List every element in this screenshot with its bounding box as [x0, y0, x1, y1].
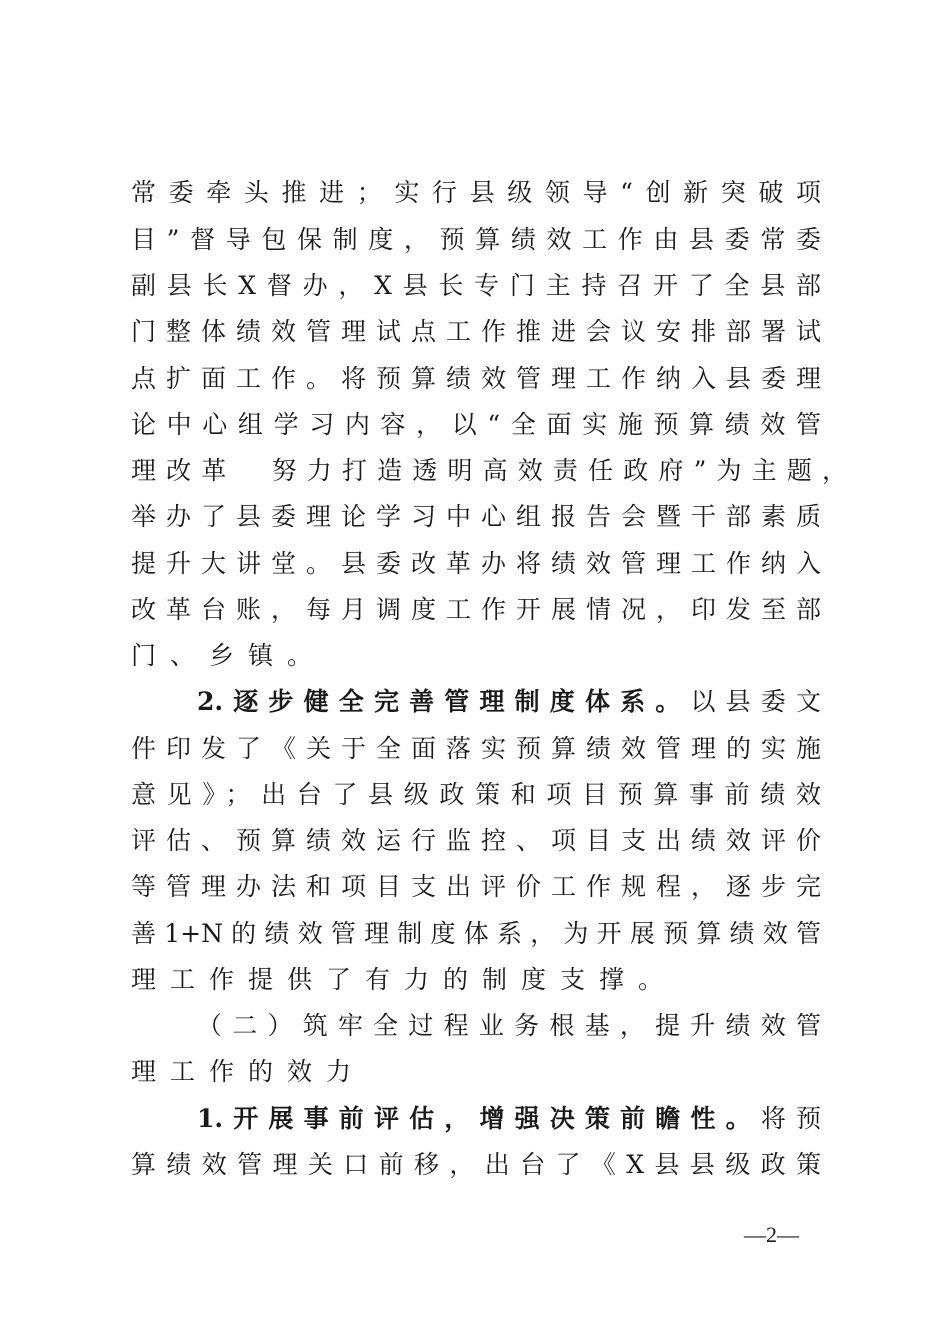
subheading-rest: 将预	[760, 1104, 821, 1133]
paragraph-line: 改革台账，每月调度工作开展情况，印发至部	[131, 595, 821, 624]
section-heading-line: （二）筑牢全过程业务根基，提升绩效管	[197, 1011, 821, 1040]
paragraph-line: 件印发了《关于全面落实预算绩效管理的实施	[131, 734, 821, 763]
paragraph-line: 常委牵头推进；实行县级领导“创新突破项	[131, 178, 821, 207]
subheading-line	[197, 687, 821, 717]
subheading-bold: 2.逐步健全完善管理制度体系。	[197, 687, 691, 716]
paragraph-line: 论中心组学习内容，以“全面实施预算绩效管	[131, 410, 821, 439]
paragraph-line: 善1+N的绩效管理制度体系，为开展预算绩效管	[131, 919, 821, 948]
paragraph-line: 算绩效管理关口前移，出台了《X县县级政策	[131, 1150, 821, 1179]
paragraph-line: 评估、预算绩效运行监控、项目支出绩效评价	[131, 826, 821, 855]
paragraph-line: 点扩面工作。将预算绩效管理工作纳入县委理	[131, 364, 821, 393]
paragraph-line: 副县长X督办，X县长专门主持召开了全县部	[131, 271, 821, 300]
paragraph-line: 门、乡镇。	[131, 641, 327, 670]
paragraph-line: 门整体绩效管理试点工作推进会议安排部署试	[131, 317, 821, 346]
paragraph-line: 理工作提供了有力的制度支撑。	[131, 965, 678, 994]
paragraph-line: 理改革 努力打造透明高效责任政府”为主题，	[131, 456, 847, 485]
paragraph-line: 举办了县委理论学习中心组报告会暨干部素质	[131, 502, 821, 531]
subheading-rest: 以县委文	[690, 687, 821, 716]
page-number: —2—	[744, 1222, 799, 1247]
paragraph-line: 提升大讲堂。县委改革办将绩效管理工作纳入	[131, 549, 821, 578]
section-heading-line: 理工作的效力	[131, 1057, 366, 1086]
paragraph-line: 意见》；出台了县级政策和项目预算事前绩效	[131, 780, 821, 809]
paragraph-line: 等管理办法和项目支出评价工作规程，逐步完	[131, 872, 821, 901]
paragraph-line: 目”督导包保制度，预算绩效工作由县委常委	[131, 225, 821, 254]
subheading-line	[197, 1104, 821, 1134]
subheading-bold: 1.开展事前评估，增强决策前瞻性。	[197, 1104, 761, 1133]
